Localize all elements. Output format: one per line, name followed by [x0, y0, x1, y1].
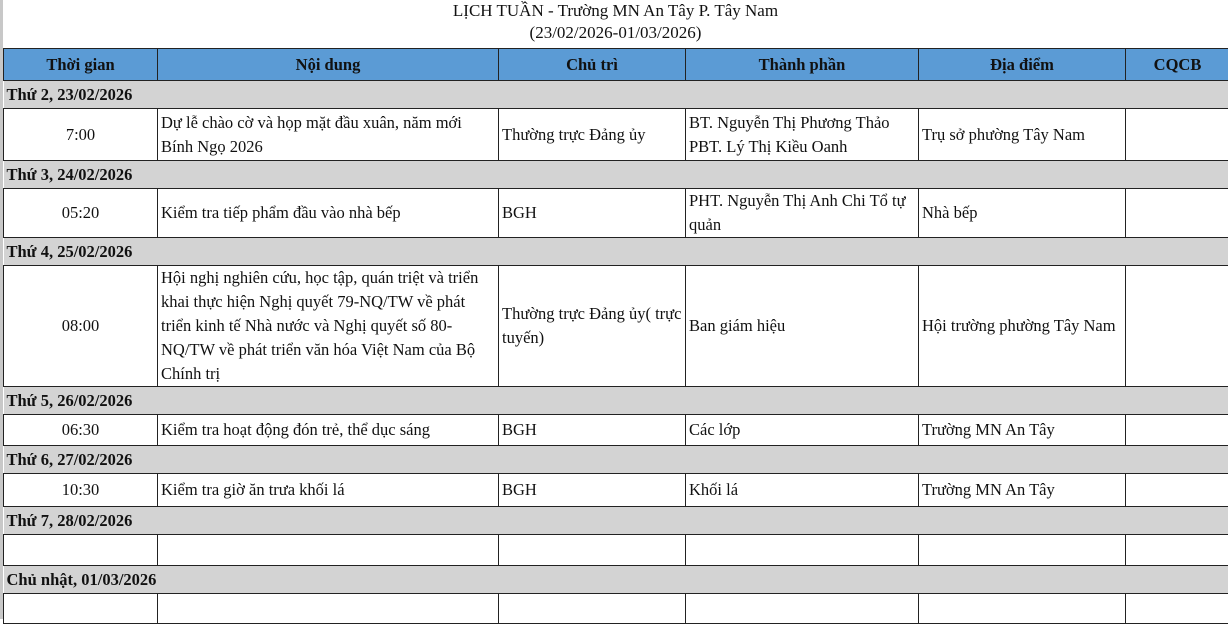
cell-location: Trụ sở phường Tây Nam [919, 109, 1126, 161]
cell-host [499, 535, 686, 566]
schedule-title [3, 0, 1228, 48]
cell-cqcb [1126, 266, 1228, 387]
cell-cqcb [1126, 189, 1228, 238]
col-time: Thời gian [4, 49, 158, 81]
day-label: Thứ 3, 24/02/2026 [4, 161, 1228, 189]
table-row [4, 415, 1228, 446]
cell-time [4, 535, 158, 566]
page-title: LỊCH TUẦN - Trường MN An Tây P. Tây Nam [3, 0, 1228, 22]
cell-location: Hội trường phường Tây Nam [919, 266, 1126, 387]
cell-location: Trường MN An Tây [919, 415, 1126, 446]
cell-participants [686, 535, 919, 566]
cell-participants [686, 594, 919, 624]
table-row [4, 535, 1228, 566]
cell-host: Thường trực Đảng ủy [499, 109, 686, 161]
col-participants: Thành phần [686, 49, 919, 81]
col-host: Chủ trì [499, 49, 686, 81]
cell-host: BGH [499, 415, 686, 446]
cell-cqcb [1126, 594, 1228, 624]
cell-time: 06:30 [4, 415, 158, 446]
cell-content: Kiểm tra giờ ăn trưa khối lá [158, 474, 499, 507]
cell-content: Dự lễ chào cờ và họp mặt đầu xuân, năm mới Bính Ngọ 2026 [158, 109, 499, 161]
day-label: Thứ 4, 25/02/2026 [4, 238, 1228, 266]
table-row [4, 594, 1228, 624]
cell-participants: BT. Nguyễn Thị Phương Thảo PBT. Lý Thị Kiều Oanh [686, 109, 919, 161]
schedule-table [3, 48, 1228, 624]
cell-content: Hội nghị nghiên cứu, học tập, quán triệt và triển khai thực hiện Nghị quyết 79-NQ/TW về phát triển kinh tế Nhà nước và Nghị quyết số 80-NQ/TW về phát triển văn hóa Việt Nam của Bộ Chính trị [158, 266, 499, 387]
day-label: Thứ 6, 27/02/2026 [4, 446, 1228, 474]
day-row [4, 387, 1228, 415]
cell-location [919, 594, 1126, 624]
table-row [4, 189, 1228, 238]
day-row [4, 81, 1228, 109]
cell-participants: Khối lá [686, 474, 919, 507]
cell-participants: Ban giám hiệu [686, 266, 919, 387]
cell-content [158, 594, 499, 624]
cell-host [499, 594, 686, 624]
table-row [4, 474, 1228, 507]
table-row [4, 266, 1228, 387]
cell-host: BGH [499, 189, 686, 238]
cell-participants: Các lớp [686, 415, 919, 446]
day-row [4, 446, 1228, 474]
cell-participants: PHT. Nguyễn Thị Anh Chi Tổ tự quản [686, 189, 919, 238]
day-label: Thứ 7, 28/02/2026 [4, 507, 1228, 535]
cell-cqcb [1126, 535, 1228, 566]
col-cqcb: CQCB [1126, 49, 1228, 81]
cell-host: BGH [499, 474, 686, 507]
date-range: (23/02/2026-01/03/2026) [3, 22, 1228, 44]
day-row [4, 161, 1228, 189]
cell-content [158, 535, 499, 566]
col-content: Nội dung [158, 49, 499, 81]
cell-host: Thường trực Đảng ủy( trực tuyến) [499, 266, 686, 387]
day-row [4, 507, 1228, 535]
day-label: Thứ 5, 26/02/2026 [4, 387, 1228, 415]
cell-cqcb [1126, 474, 1228, 507]
cell-time: 7:00 [4, 109, 158, 161]
cell-location: Nhà bếp [919, 189, 1126, 238]
day-label: Chủ nhật, 01/03/2026 [4, 566, 1228, 594]
day-label: Thứ 2, 23/02/2026 [4, 81, 1228, 109]
cell-time: 10:30 [4, 474, 158, 507]
cell-location: Trường MN An Tây [919, 474, 1126, 507]
day-row [4, 566, 1228, 594]
col-location: Địa điểm [919, 49, 1126, 81]
cell-time: 05:20 [4, 189, 158, 238]
table-row [4, 109, 1228, 161]
cell-location [919, 535, 1126, 566]
cell-time: 08:00 [4, 266, 158, 387]
cell-cqcb [1126, 415, 1228, 446]
header-row [4, 49, 1228, 81]
cell-time [4, 594, 158, 624]
cell-cqcb [1126, 109, 1228, 161]
day-row [4, 238, 1228, 266]
cell-content: Kiểm tra tiếp phẩm đầu vào nhà bếp [158, 189, 499, 238]
cell-content: Kiểm tra hoạt động đón trẻ, thể dục sáng [158, 415, 499, 446]
